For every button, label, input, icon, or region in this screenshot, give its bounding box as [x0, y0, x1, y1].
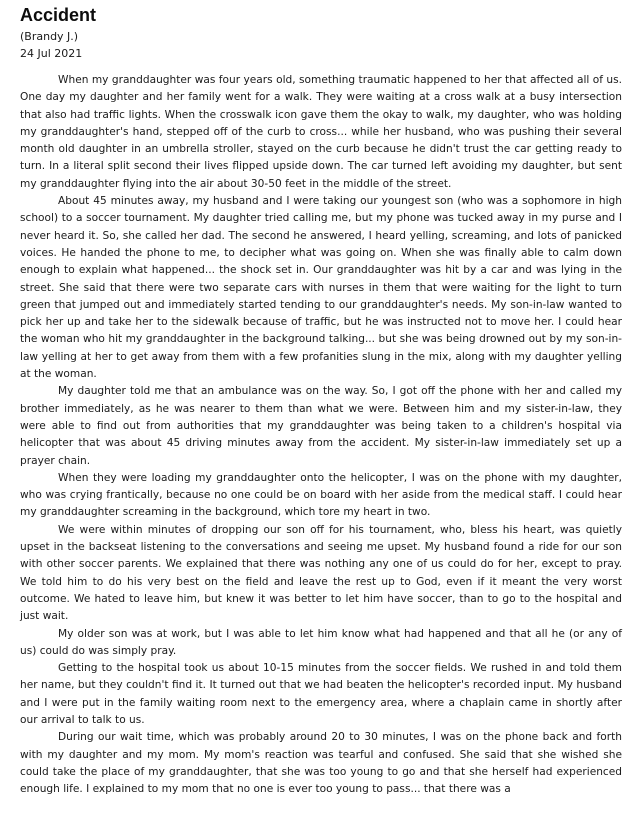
- paragraph-1: When my granddaughter was four years old, something traumatic happened to her that affected all of us. One day my daughter and her family went for a walk. They were waiting at a cross walk at a busy intersection that also had traffic lights. When the crosswalk icon gave them the okay to walk, my daughter, who was holding my granddaughter's hand, stepped off of the curb to cross... while her husband, who was pushing their several month old daughter in an umbrella stroller, stayed on the curb because he didn't trust the car getting ready to turn. In a literal split second their lives flipped upside down. The car turned left avoiding my daughter, but sent my granddaughter flying into the air about 30-50 feet in the middle of the street.: [20, 74, 622, 190]
- paragraph-4: When they were loading my granddaughter onto the helicopter, I was on the phone with my daughter, who was crying frantically, because no one could be on board with her aside from the medical staff. I could hear my granddaughter screaming in the background, which tore my heart in two.: [20, 471, 622, 519]
- paragraph-3: My daughter told me that an ambulance was on the way. So, I got off the phone with her and called my brother immediately, as he was nearer to them than what we were. Between him and my sister-in-law, they were able to find out from authorities that my granddaughter was being taken to a children's hospital via helicopter that was about 45 driving minutes away from the accident. My sister-in-law immediately set up a prayer chain.: [20, 385, 622, 467]
- document-page: [20, 4, 622, 798]
- story-author: (Brandy J.): [20, 30, 79, 43]
- paragraph-6: My older son was at work, but I was able to let him know what had happened and that all he (or any of us) could do was simply pray.: [20, 627, 622, 657]
- story-date: 24 Jul 2021: [20, 47, 83, 60]
- paragraph-2: About 45 minutes away, my husband and I were taking our youngest son (who was a sophomore in high school) to a soccer tournament. My daughter tried calling me, but my phone was tucked away in my purse and I never heard it. So, she called her dad. The second he answered, I heard yelling, screaming, and lots of panicked voices. He handed the phone to me, to decipher what was going on. When she was finally able to calm down enough to explain what happened... the shock set in. Our granddaughter was hit by a car and was lying in the street. She said that there were two separate cars with nurses in them that were waiting for the light to turn green that jumped out and immediately started tending to our granddaughter's needs. My son-in-law wanted to pick her up and take her to the sidewalk because of traffic, but he was instructed not to move her. I could hear the woman who hit my granddaughter in the background talking... but she was being drowned out by my son-in-law yelling at her to get away from them with a few profanities slung in the mix, along with my daughter yelling at the woman.: [20, 195, 622, 381]
- paragraph-5: We were within minutes of dropping our son off for his tournament, who, bless his heart, was quietly upset in the backseat listening to the conversations and seeing me upset. My husband found a ride for our son with other soccer parents. We explained that there was nothing any one of us could do for her, except to pray. We told him to do his very best on the field and leave the rest up to God, even if it meant the very worst outcome. We hated to leave him, but knew it was better to let him have soccer, than to go to the hospital and just wait.: [20, 523, 622, 623]
- paragraph-8: During our wait time, which was probably around 20 to 30 minutes, I was on the phone back and forth with my daughter and my mom. My mom's reaction was tearful and confused. She said that she wished she could take the place of my granddaughter, that she was too young to go and that she herself had experienced enough life. I explained to my mom that no one is ever too young to pass... that there was a: [20, 731, 622, 796]
- paragraph-7: Getting to the hospital took us about 10-15 minutes from the soccer fields. We rushed in and told them her name, but they couldn't find it. It turned out that we had beaten the helicopter's recorded input. My husband and I were put in the family waiting room next to the emergency area, where a chaplain came in shortly after our arrival to talk to us.: [20, 662, 622, 726]
- story-title: Accident: [20, 5, 97, 25]
- story-body: [20, 72, 622, 798]
